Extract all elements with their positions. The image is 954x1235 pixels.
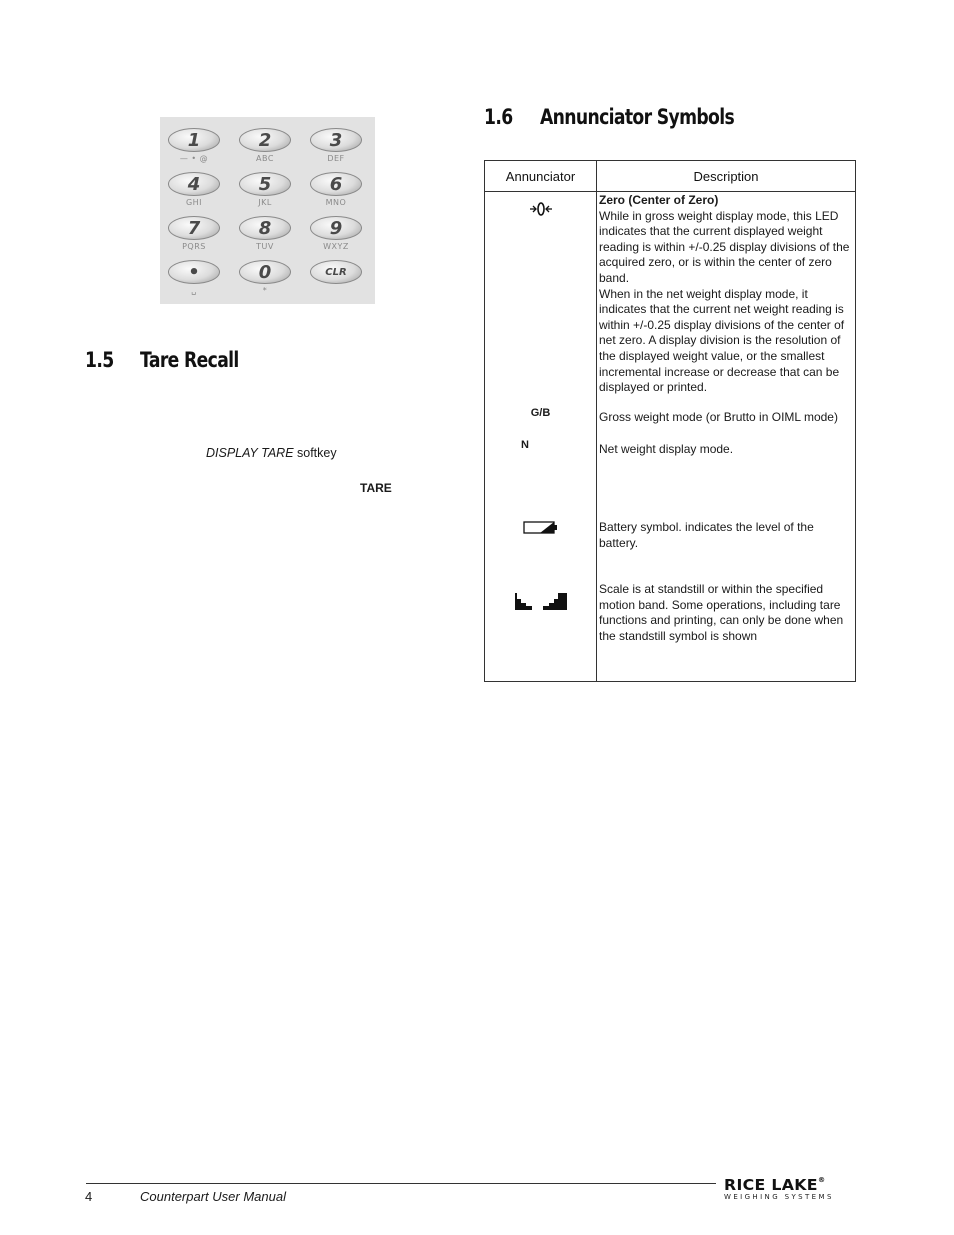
standstill-line-3: functions and printing, can only be done when [599,613,844,628]
key-0: 0 [239,260,291,284]
zero-line-3: reading is within +/-0.25 display divisions of the [599,239,850,254]
table-column-divider [596,161,597,681]
key-0-sub: * [262,286,268,295]
table-header-annunciator: Annunciator [505,168,576,184]
page-number: 4 [85,1189,93,1204]
zero-line-10: the displayed weight value, or the smallest [599,348,825,363]
net-symbol: N [521,439,529,451]
logo-subtitle: WEIGHING SYSTEMS [724,1193,834,1201]
key-7-sub: PQRS [182,242,206,251]
key-clr: CLR [310,260,362,284]
key-3: 3 [310,128,362,152]
softkey-word: softkey [293,446,337,460]
zero-line-1: While in gross weight display mode, this LED [599,208,839,223]
zero-line-7: indicates that the current net weight reading is [599,302,844,317]
zero-line-8: within +/-0.25 display divisions of the center of [599,317,845,332]
annunciator-table [484,160,856,682]
section-1-5-title: Tare Recall [140,348,239,372]
zero-description [599,193,855,396]
key-1-sub: — • @ [179,154,209,163]
key-decimal-sub: ␣ [191,286,197,295]
zero-center-icon [485,201,596,220]
table-header-divider [485,191,855,192]
key-4-sub: GHI [185,198,203,207]
zero-line-12: displayed or printed. [599,380,708,395]
key-8: 8 [239,216,291,240]
zero-line-5: band. [599,270,630,285]
rice-lake-logo [724,1176,852,1206]
zero-line-11: incremental increase or decrease that can be [599,364,840,379]
logo-wordmark: RICE LAKE® [724,1176,826,1194]
key-5-sub: JKL [258,198,272,207]
section-1-6-title: Annunciator Symbols [540,105,735,129]
key-4: 4 [168,172,220,196]
display-tare-italic: DISPLAY TARE [206,446,294,460]
battery-line-1: Battery symbol. indicates the level of the [599,520,814,534]
battery-icon [485,521,596,538]
gross-brutto-symbol: G/B [530,407,551,419]
key-3-sub: DEF [327,154,345,163]
key-5: 5 [239,172,291,196]
section-1-5-number: 1.5 [85,348,114,372]
key-decimal: • [168,260,220,284]
display-tare-softkey-text [206,446,337,460]
standstill-icon [485,591,596,614]
gross-description: Gross weight mode (or Brutto in OIML mode) [599,410,838,424]
zero-line-9: net zero. A display division is the resolution of [599,333,841,348]
key-2-sub: ABC [256,154,274,163]
battery-line-2: battery. [599,535,639,550]
net-description: Net weight display mode. [599,442,734,456]
standstill-line-1: Scale is at standstill or within the specified [599,582,824,596]
standstill-line-4: the standstill symbol is shown [599,628,758,643]
keypad-image [160,117,375,304]
zero-line-4: acquired zero, or is within the center of zero [599,255,832,270]
standstill-description [599,582,855,644]
tare-key-text: TARE [360,481,392,495]
key-9: 9 [310,216,362,240]
key-6: 6 [310,172,362,196]
key-2: 2 [239,128,291,152]
key-8-sub: TUV [256,242,274,251]
key-6-sub: MNO [325,198,347,207]
zero-line-2: indicates that the current displayed weight [599,224,823,239]
zero-line-6: When in the net weight display mode, it [599,286,808,301]
manual-title: Counterpart User Manual [140,1189,286,1204]
standstill-line-2: motion band. Some operations, including tare [599,597,841,612]
key-9-sub: WXYZ [323,242,349,251]
key-7: 7 [168,216,220,240]
zero-title: Zero (Center of Zero) [599,193,719,207]
section-1-6-number: 1.6 [484,105,513,129]
battery-description [599,520,855,551]
footer-rule [86,1183,716,1184]
table-header-description: Description [693,168,759,184]
key-1: 1 [168,128,220,152]
